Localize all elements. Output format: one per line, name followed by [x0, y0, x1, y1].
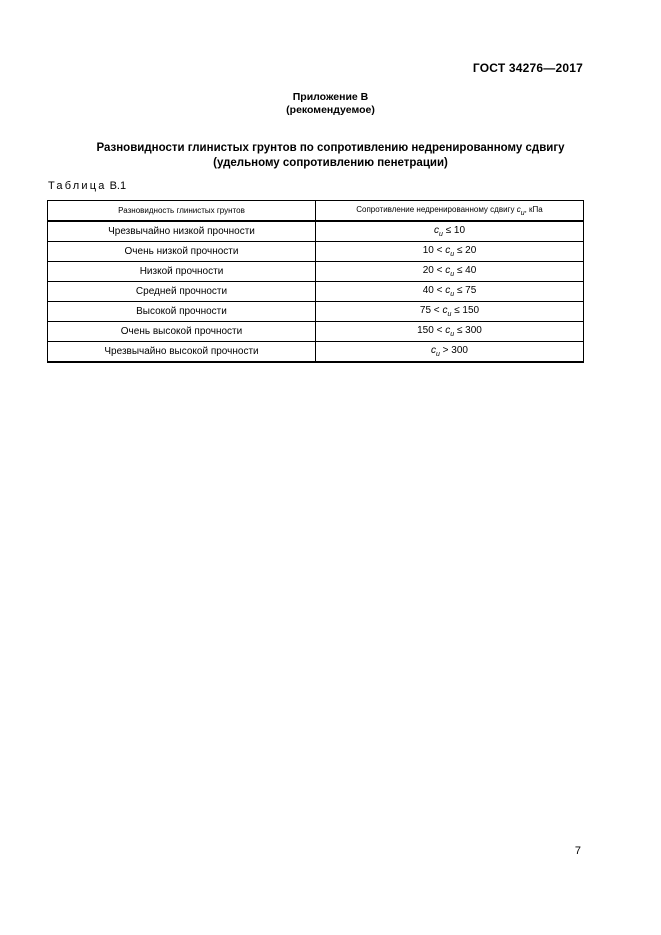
range-sub: u	[450, 251, 455, 258]
range-right: ≤ 300	[454, 325, 482, 336]
cell-shear-range	[316, 322, 584, 342]
table-row	[48, 262, 584, 282]
appendix-label: Приложение В	[292, 91, 369, 103]
range-sub: u	[436, 351, 440, 358]
cell-soil-variety: Очень низкой прочности	[48, 242, 316, 262]
range-left: 40 <	[422, 285, 446, 296]
cell-shear-range	[316, 302, 584, 322]
range-sub: u	[450, 331, 455, 338]
range-var: c	[445, 285, 451, 296]
cell-shear-range	[316, 282, 584, 302]
soil-strength-table	[47, 200, 584, 363]
document-id: ГОСТ 34276—2017	[472, 61, 583, 75]
cell-soil-variety: Чрезвычайно высокой прочности	[48, 342, 316, 363]
cell-shear-range	[316, 221, 584, 242]
range-left: 150 <	[417, 325, 446, 336]
cell-soil-variety: Низкой прочности	[48, 262, 316, 282]
range-var: c	[445, 265, 451, 276]
table-caption-number: В.1	[109, 180, 127, 192]
cell-shear-range	[316, 242, 584, 262]
table-row	[48, 282, 584, 302]
range-var: c	[433, 225, 439, 236]
range-right: ≤ 150	[451, 305, 480, 316]
range-right: ≤ 40	[454, 265, 477, 276]
cell-soil-variety: Средней прочности	[48, 282, 316, 302]
range-right: ≤ 10	[442, 225, 466, 236]
range-var: c	[445, 325, 451, 336]
table-row	[48, 302, 584, 322]
section-title-line-2: (удельному сопротивлению пенетрации)	[213, 157, 448, 169]
header-unit: , кПа	[524, 204, 543, 214]
range-var: c	[445, 245, 451, 256]
range-left: 75 <	[419, 305, 443, 316]
cell-soil-variety: Чрезвычайно низкой прочности	[48, 221, 316, 242]
range-sub: u	[450, 271, 455, 278]
table-caption	[48, 180, 126, 192]
range-sub: u	[447, 311, 452, 318]
cell-shear-range	[316, 262, 584, 282]
cell-shear-range	[316, 342, 584, 363]
cell-soil-variety: Высокой прочности	[48, 302, 316, 322]
header-shear-prefix: Сопротивление недренированному сдвигу	[356, 204, 517, 214]
table-row	[48, 342, 584, 363]
range-right: ≤ 75	[454, 285, 477, 296]
cell-soil-variety: Очень высокой прочности	[48, 322, 316, 342]
page-number: 7	[574, 845, 581, 857]
header-var: c	[516, 204, 521, 214]
section-title	[60, 141, 601, 171]
range-var: c	[442, 305, 448, 316]
header-soil-variety: Разновидность глинистых грунтов	[48, 201, 316, 222]
section-title-line-1: Разновидности глинистых грунтов по сопротивлению недренированному сдвигу	[96, 142, 565, 154]
table-row	[48, 322, 584, 342]
range-left: 20 <	[422, 265, 446, 276]
range-left: 10 <	[422, 245, 446, 256]
appendix-heading	[0, 91, 661, 117]
range-sub: u	[450, 291, 455, 298]
table-header-row	[48, 201, 584, 222]
range-var: c	[431, 345, 436, 356]
table-row	[48, 221, 584, 242]
appendix-status: (рекомендуемое)	[286, 104, 375, 116]
table-row	[48, 242, 584, 262]
header-sub: u	[520, 209, 525, 217]
range-sub: u	[438, 231, 443, 238]
range-right: > 300	[439, 345, 468, 356]
table-caption-word: Таблица	[48, 180, 107, 192]
header-shear-resistance	[316, 201, 584, 222]
range-right: ≤ 20	[454, 245, 477, 256]
